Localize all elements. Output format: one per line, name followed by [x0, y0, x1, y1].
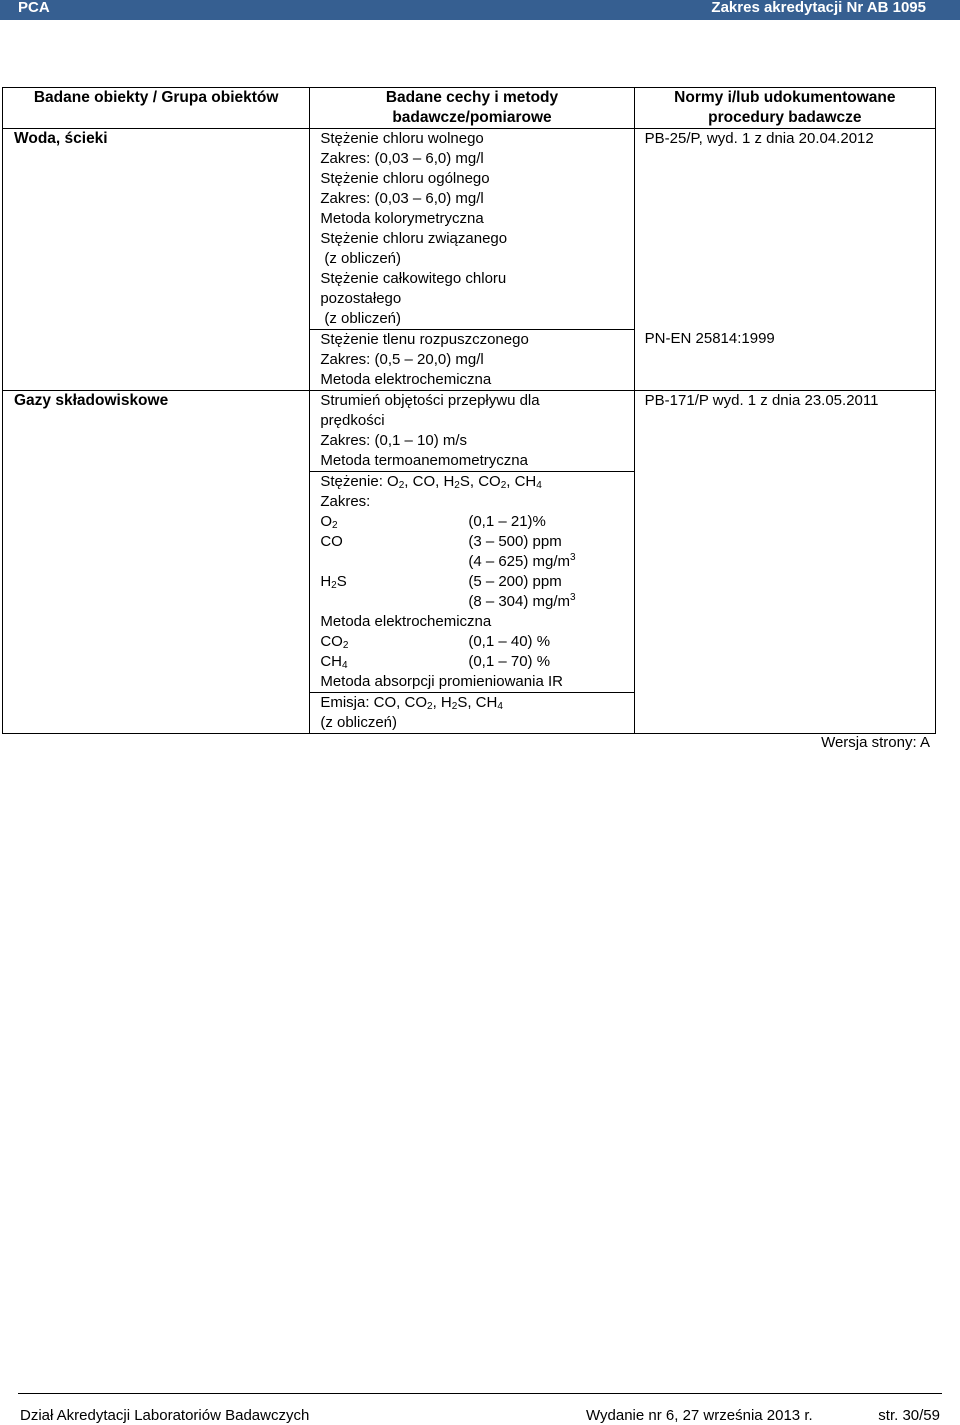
method-line: Zakres: (0,5 – 20,0) mg/l	[320, 351, 484, 368]
table-header-row	[3, 88, 936, 129]
object-group: Woda, ścieki	[3, 129, 310, 391]
method-line: Zakres: (0,03 – 6,0) mg/l	[320, 190, 484, 207]
page-header	[0, 0, 960, 20]
method-line: (z obliczeń)	[324, 250, 402, 267]
col-header-norms: Normy i/lub udokumentowane procedury badawcze	[634, 88, 935, 129]
method-line: Metoda termoanemometryczna	[320, 452, 528, 469]
methods-cell	[310, 129, 634, 391]
method-block	[310, 330, 633, 390]
method-line: Stężenie chloru związanego	[320, 230, 508, 247]
col-header-methods: Badane cechy i metody badawcze/pomiarowe	[310, 88, 634, 129]
method-line: pozostałego	[320, 290, 402, 307]
col-header-objects: Badane obiekty / Grupa obiektów	[3, 88, 310, 129]
table-row	[3, 391, 936, 734]
method-line: Metoda elektrochemiczna	[320, 613, 492, 630]
method-line: Stężenie całkowitego chloru	[320, 270, 507, 287]
footer-divider	[18, 1393, 942, 1394]
emission-title: Emisja: CO, $CO_2$, $H_2S$, $CH_4$	[320, 694, 503, 712]
method-block	[310, 693, 633, 733]
gas-row-h2s: $H_2S$ (5 – 200) ppm	[320, 573, 562, 591]
norm-block	[645, 129, 935, 329]
gas-row-o2: $O_2$ (0,1 – 21)%	[320, 513, 546, 531]
method-line: Metoda absorpcji promieniowania IR	[320, 673, 563, 690]
method-block	[310, 129, 633, 330]
method-line: Strumień objętości przepływu dla	[320, 392, 540, 409]
methods-cell	[310, 391, 634, 734]
gas-row-co-mg: (4 – 625) $mg/m^3$	[468, 552, 576, 570]
table-row	[3, 129, 936, 391]
gas-row-co2: $CO_2$ (0,1 – 40) %	[320, 633, 551, 651]
method-block	[310, 472, 633, 693]
method-line: prędkości	[320, 412, 385, 429]
header-org: PCA	[18, 0, 50, 16]
norm-text: PB-25/P, wyd. 1 z dnia 20.04.2012	[644, 130, 874, 147]
method-line: (z obliczeń)	[320, 714, 398, 731]
range-label: Zakres:	[320, 493, 371, 510]
norm-text: PN-EN 25814:1999	[644, 330, 775, 347]
footer-page-number: str. 30/59	[878, 1407, 940, 1424]
accreditation-table	[2, 87, 936, 734]
object-group: Gazy składowiskowe	[3, 391, 310, 734]
norms-cell	[634, 129, 935, 391]
concentration-title: Stężenie: $O_2$, CO, $H_2S$, $CO_2$, $CH_4$	[320, 473, 542, 491]
method-line: Zakres: (0,1 – 10) m/s	[320, 432, 468, 449]
method-line: (z obliczeń)	[324, 310, 402, 327]
method-line: Stężenie chloru ogólnego	[320, 170, 490, 187]
footer-edition: Wydanie nr 6, 27 września 2013 r.	[586, 1407, 813, 1424]
norm-text: PB-171/P wyd. 1 z dnia 23.05.2011	[644, 392, 879, 409]
norm-block	[645, 329, 935, 349]
method-line: Stężenie chloru wolnego	[320, 130, 484, 147]
method-line: Stężenie tlenu rozpuszczonego	[320, 331, 529, 348]
method-block	[310, 391, 633, 472]
norms-cell	[634, 391, 935, 734]
method-line: Metoda elektrochemiczna	[320, 371, 492, 388]
gas-row-ch4: $CH_4$ (0,1 – 70) %	[320, 653, 551, 671]
page-version: Wersja strony: A	[821, 734, 930, 751]
gas-row-co: CO (3 – 500) ppm	[320, 533, 562, 550]
method-line: Metoda kolorymetryczna	[320, 210, 484, 227]
gas-row-h2s-mg: (8 – 304) $mg/m^3$	[468, 592, 576, 610]
footer-department: Dział Akredytacji Laboratoriów Badawczych	[20, 1407, 310, 1424]
method-line: Zakres: (0,03 – 6,0) mg/l	[320, 150, 484, 167]
header-title: Zakres akredytacji Nr AB 1095	[711, 0, 926, 16]
